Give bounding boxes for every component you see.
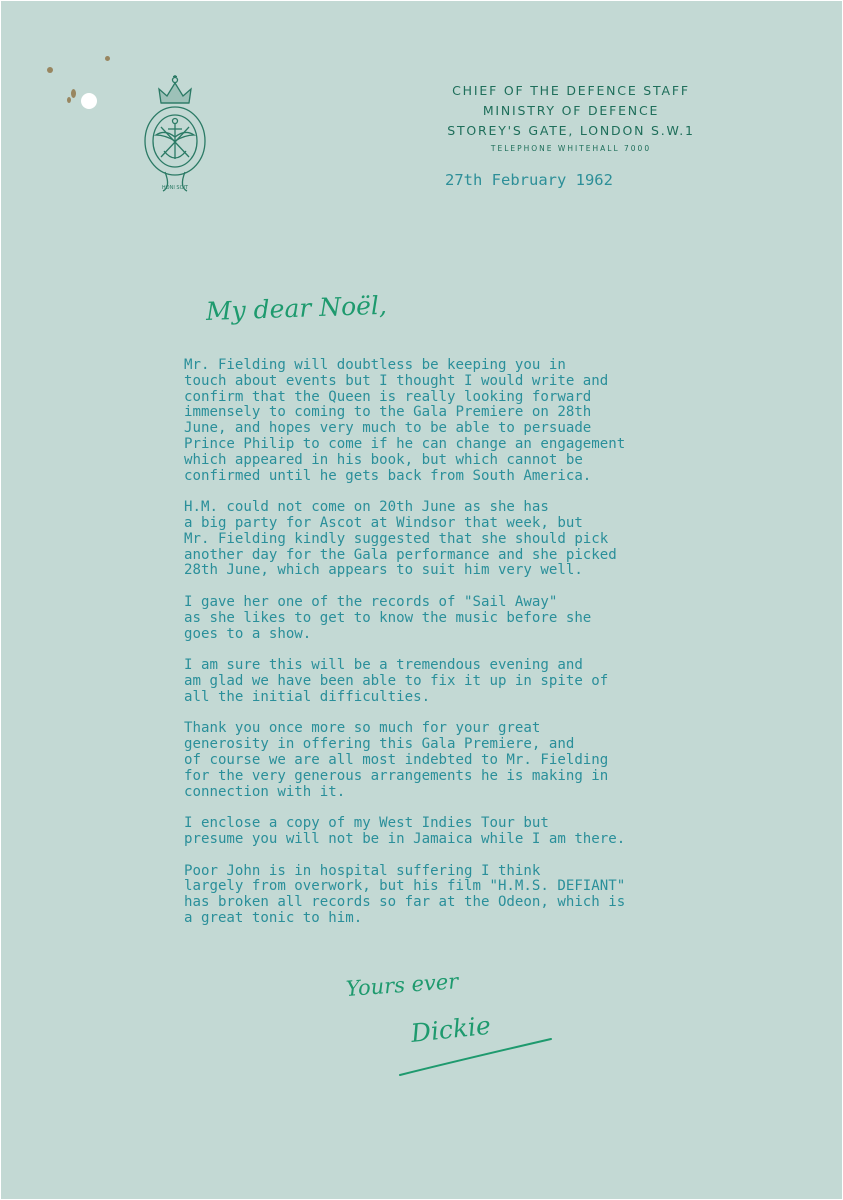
- letter-body: [184, 358, 744, 942]
- letterhead-title: CHIEF OF THE DEFENCE STAFF: [452, 83, 690, 98]
- letterhead-address: STOREY'S GATE, LONDON S.W.1: [447, 123, 695, 138]
- signature-underline: [396, 1031, 556, 1081]
- rust-stain: [71, 89, 76, 98]
- paragraph: I gave her one of the records of "Sail Away" as she likes to get to know the music before she goes to a show.: [184, 593, 592, 642]
- signature: Dickie: [409, 1010, 493, 1048]
- paragraph: Mr. Fielding will doubtless be keeping you in touch about events but I thought I would write and confirm that the Queen is really looking forward immensely to coming to the Gala Premiere on 28th June, and hopes very much to be able to persuade Prince Philip to come if he can change an engagement which appeared in his book, but which cannot be confirmed until he gets back from South America.: [184, 357, 626, 484]
- punch-hole: [81, 93, 97, 109]
- rust-stain: [67, 97, 71, 103]
- paragraph: I am sure this will be a tremendous evening and am glad we have been able to fix it up in spite of all the initial difficulties.: [184, 657, 609, 705]
- royal-crest-icon: [135, 69, 215, 197]
- paragraph: I enclose a copy of my West Indies Tour but presume you will not be in Jamaica while I am there.: [184, 815, 626, 847]
- paragraph: H.M. could not come on 20th June as she has a big party for Ascot at Windsor that week, but Mr. Fielding kindly suggested that she should pick another day for the Gala performance and she picked 28th June, which appears to suit him very well.: [184, 499, 617, 579]
- letter-date: 27th February 1962: [445, 171, 613, 189]
- salutation: My dear Noël,: [205, 290, 388, 326]
- paragraph: Poor John is in hospital suffering I think largely from overwork, but his film "H.M.S. DEFIANT" has broken all records so far at the Odeon, which is a great tonic to him.: [184, 862, 626, 926]
- rust-stain: [47, 67, 53, 73]
- letterhead-telephone: TELEPHONE WHITEHALL 7000: [490, 144, 652, 153]
- letterhead-ministry: MINISTRY OF DEFENCE: [482, 103, 660, 118]
- letter-page: [1, 1, 842, 1199]
- paragraph: Thank you once more so much for your great generosity in offering this Gala Premiere, and of course we are all most indebted to Mr. Fielding for the very generous arrangements he is making in connection with it.: [184, 720, 609, 800]
- closing: Yours ever: [345, 969, 460, 1001]
- rust-stain: [105, 56, 110, 61]
- letterhead: [381, 81, 761, 153]
- svg-text:HONI SOIT: HONI SOIT: [161, 185, 189, 191]
